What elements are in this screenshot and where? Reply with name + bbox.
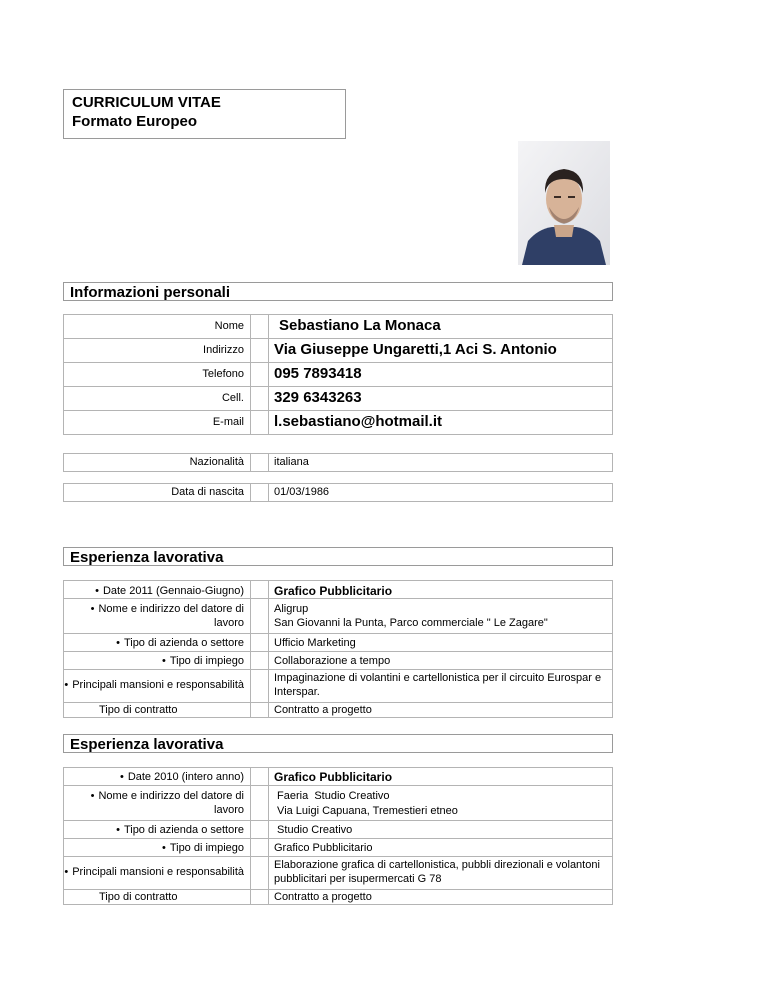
label-duties-1: • Principali mansioni e responsabilità — [63, 679, 244, 692]
value-job-2: Grafico Pubblicitario — [274, 842, 373, 854]
label-employer-1b: lavoro — [214, 617, 244, 629]
divider — [63, 702, 613, 703]
label-date-2: • Date 2010 (intero anno) — [63, 771, 244, 784]
label-telefono: Telefono — [202, 368, 244, 380]
value-job-1: Collaborazione a tempo — [274, 655, 391, 667]
value-contract-1: Contratto a progetto — [274, 704, 372, 716]
section-header-experience-2 — [63, 734, 613, 753]
value-duties-1: Impaginazione di volantini e cartellonistica per il circuito Eurospar e — [274, 672, 602, 684]
label-email: E-mail — [212, 416, 244, 428]
value-data-nascita: 01/03/1986 — [274, 486, 330, 498]
section-title-experience-2: Esperienza lavorativa — [70, 736, 224, 753]
label-job-1: • Tipo di impiego — [63, 655, 244, 668]
label-nazionalita: Nazionalità — [189, 456, 244, 468]
label-data-nascita: Data di nascita — [171, 486, 244, 498]
divider — [63, 362, 613, 363]
value-sector-1: Ufficio Marketing — [274, 637, 356, 649]
cv-title-box — [63, 89, 346, 139]
value-contract-2: Contratto a progetto — [274, 891, 372, 903]
label-nome: Nome — [214, 320, 244, 332]
divider — [250, 580, 251, 718]
divider — [63, 669, 613, 670]
divider — [63, 386, 613, 387]
divider — [63, 820, 613, 821]
value-email[interactable]: l.sebastiano@hotmail.it — [274, 413, 442, 430]
section-title-personal: Informazioni personali — [70, 284, 231, 301]
label-duties-2: • Principali mansioni e responsabilità — [63, 866, 244, 879]
cv-subtitle: Formato Europeo — [72, 113, 198, 130]
divider — [250, 314, 251, 435]
label-cell: Cell. — [221, 392, 244, 404]
label-contract-2: Tipo di contratto — [99, 891, 178, 903]
value-nome: Sebastiano La Monaca — [279, 317, 441, 334]
value-cell: 329 6343263 — [274, 389, 362, 406]
value-employer-1b: San Giovanni la Punta, Parco commerciale " Le Zagare" — [274, 617, 548, 629]
value-employer-2b: Via Luigi Capuana, Tremestieri etneo — [274, 805, 458, 817]
divider — [63, 338, 613, 339]
divider — [63, 633, 613, 634]
divider — [63, 785, 613, 786]
divider — [268, 580, 269, 718]
divider — [63, 410, 613, 411]
divider — [250, 483, 251, 502]
value-duties-2b: pubblicitari per isupermercati G 78 — [274, 873, 442, 885]
divider — [63, 838, 613, 839]
divider — [268, 483, 269, 502]
value-indirizzo: Via Giuseppe Ungaretti,1 Aci S. Antonio — [274, 341, 557, 358]
label-date-1: • Date 2011 (Gennaio-Giugno) — [63, 585, 244, 598]
value-employer-2: Faeria Studio Creativo — [274, 790, 390, 802]
section-header-experience-1 — [63, 547, 613, 566]
divider — [268, 314, 269, 435]
label-employer-1: • Nome e indirizzo del datore di — [63, 603, 244, 616]
value-duties-2: Elaborazione grafica di cartellonistica, pubbli direzionali e volantoni — [274, 859, 600, 871]
label-contract-1: Tipo di contratto — [99, 704, 178, 716]
section-title-experience-1: Esperienza lavorativa — [70, 549, 224, 566]
label-employer-2: • Nome e indirizzo del datore di — [63, 790, 244, 803]
label-sector-1: • Tipo di azienda o settore — [63, 637, 244, 650]
value-role-2: Grafico Pubblicitario — [274, 770, 393, 784]
value-role-1: Grafico Pubblicitario — [274, 584, 393, 598]
portrait-icon — [518, 141, 610, 265]
portrait-photo — [518, 141, 610, 265]
divider — [268, 767, 269, 905]
label-indirizzo: Indirizzo — [203, 344, 244, 356]
label-sector-2: • Tipo di azienda o settore — [63, 824, 244, 837]
divider — [63, 856, 613, 857]
divider — [250, 767, 251, 905]
value-telefono: 095 7893418 — [274, 365, 362, 382]
cv-title: CURRICULUM VITAE — [72, 94, 221, 111]
label-employer-2b: lavoro — [214, 804, 244, 816]
label-job-2: • Tipo di impiego — [63, 842, 244, 855]
value-sector-2: Studio Creativo — [274, 824, 353, 836]
divider — [63, 598, 613, 599]
value-duties-1b: Interspar. — [274, 686, 320, 698]
divider — [63, 651, 613, 652]
divider — [63, 889, 613, 890]
value-employer-1: Aligrup — [274, 603, 309, 615]
divider — [250, 453, 251, 472]
divider — [268, 453, 269, 472]
value-nazionalita: italiana — [274, 456, 309, 468]
section-header-personal — [63, 282, 613, 301]
